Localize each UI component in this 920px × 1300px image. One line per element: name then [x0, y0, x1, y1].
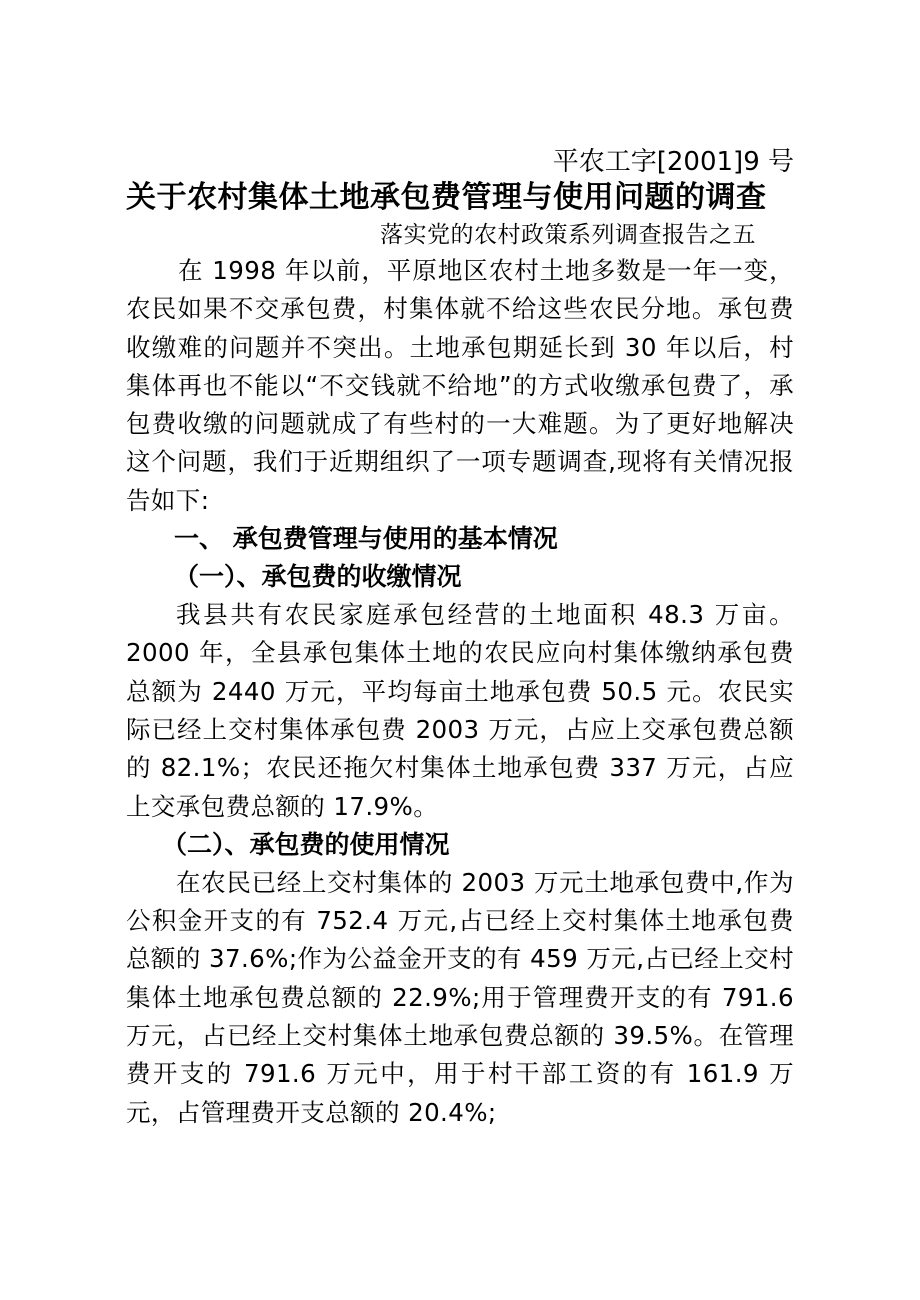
- document-number: 平农工字[2001]9 号: [552, 147, 794, 177]
- document-subtitle: 落实党的农村政策系列调查报告之五: [380, 222, 756, 248]
- document-body: [126, 146, 794, 1132]
- section-heading: 一、 承包费管理与使用的基本情况: [174, 524, 558, 554]
- body-paragraph: 我县共有农民家庭承包经营的土地面积 48.3 万亩。2000 年，全县承包集体土地的农民应向村集体缴纳承包费总额为 2440 万元，平均每亩土地承包费 50.5 元。农民实际已经上交村集体承包费 2003 万元，占应上交承包费总额的 82.1%；农民还拖欠村集体土地承包费 337 万元，占应上交承包费总额的 17.9%。: [126, 600, 794, 821]
- intro-paragraph: 在 1998 年以前，平原地区农村土地多数是一年一变，农民如果不交承包费，村集体就不给这些农民分地。承包费收缴难的问题并不突出。土地承包期延长到 30 年以后，村集体再也不能以“不交钱就不给地”的方式收缴承包费了，承包费收缴的问题就成了有些村的一大难题。为了更好地解决这个问题，我们于近期组织了一项专题调查,现将有关情况报告如下:: [126, 256, 794, 515]
- document-title: 关于农村集体土地承包费管理与使用问题的调查: [126, 180, 767, 215]
- subsection-heading: （二）、承包费的使用情况: [162, 829, 450, 859]
- subsection-heading: （一）、承包费的收缴情况: [174, 562, 462, 592]
- body-paragraph: 在农民已经上交村集体的 2003 万元土地承包费中,作为公积金开支的有 752.4 万元,占已经上交村集体土地承包费总额的 37.6%;作为公益金开支的有 459 万元,占已经上交村集体土地承包费总额的 22.9%;用于管理费开支的有 791.6 万元，占已经上交村集体土地承包费总额的 39.5%。在管理费开支的 791.6 万元中，用于村干部工资的有 161.9 万元，占管理费开支总额的 20.4%;: [126, 867, 794, 1127]
